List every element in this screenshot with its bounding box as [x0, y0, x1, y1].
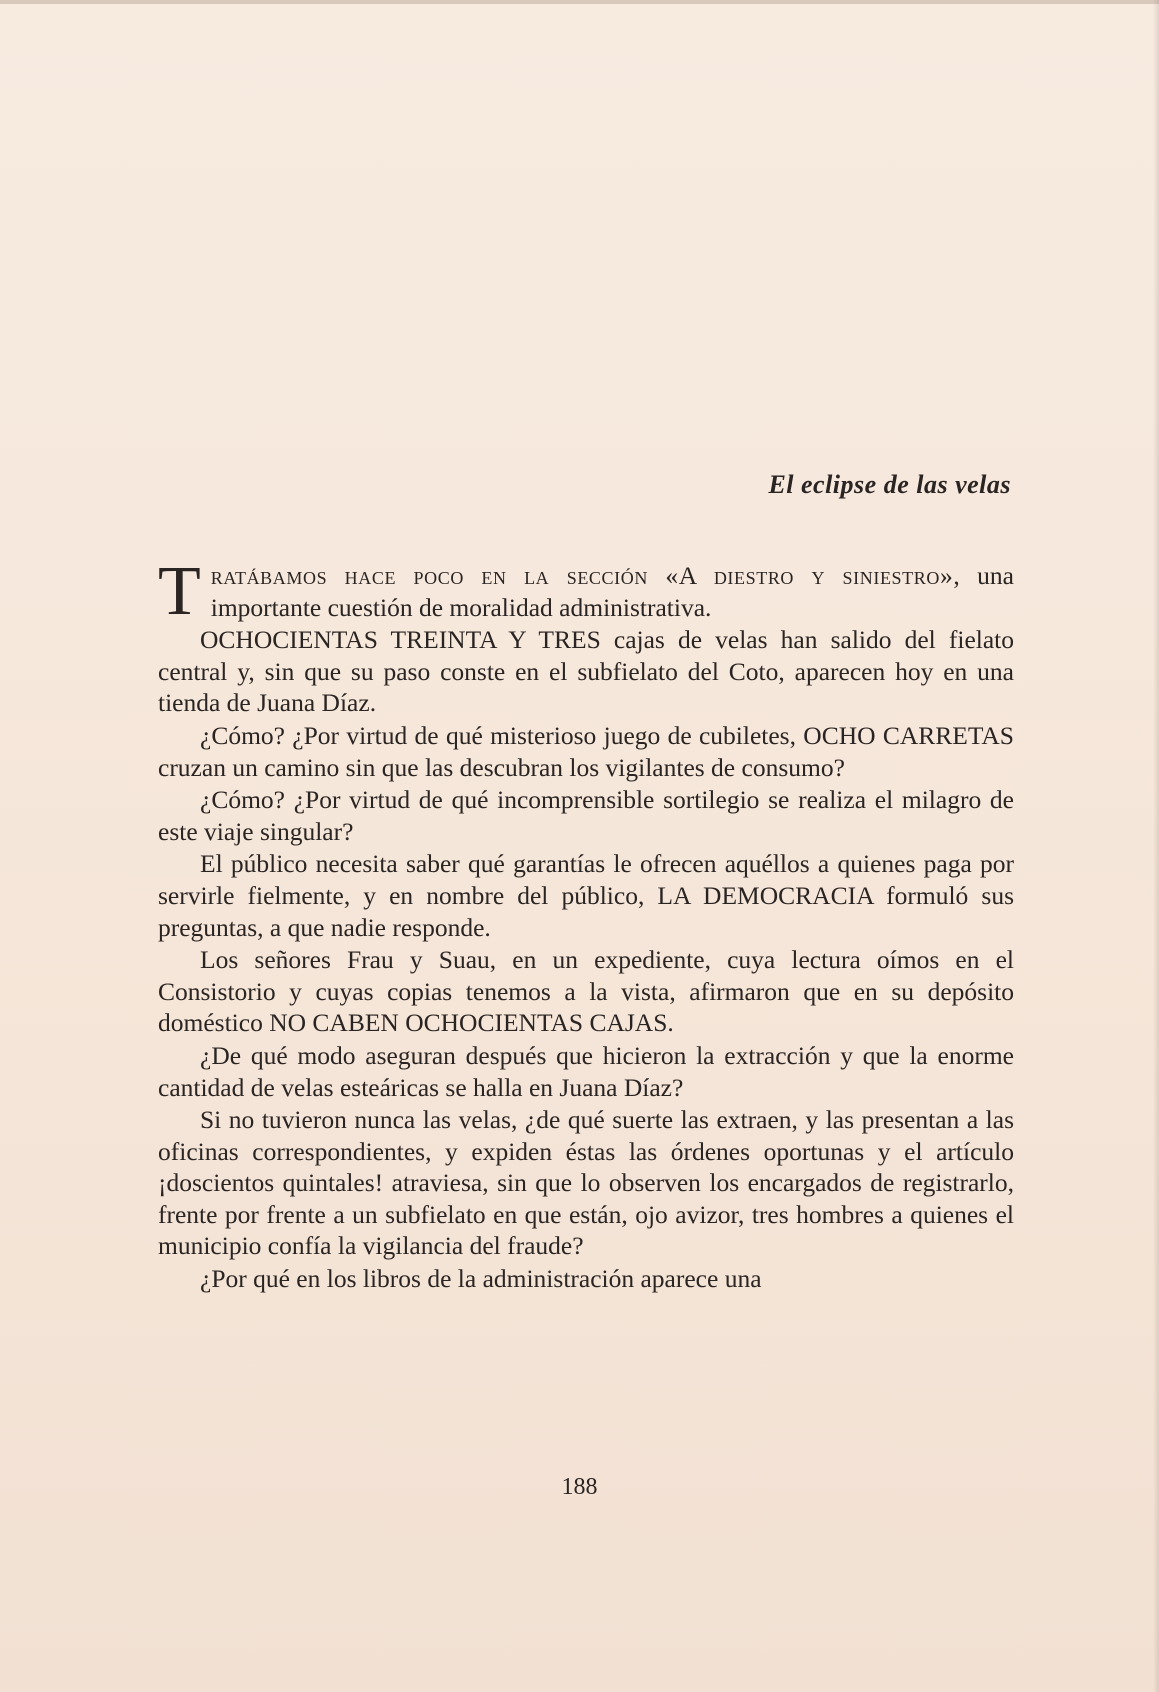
paragraph-5: Los señores Frau y Suau, en un expediente, cuya lectura oímos en el Consistorio y cuyas copias tenemos a la vista, afirmaron que en su depósito doméstico NO CABEN OCHOCIENTAS CAJAS. — [158, 945, 1014, 1038]
paragraph-4: El público necesita saber qué garantías le ofrecen aquéllos a quienes paga por servirle fielmente, y en nombre del público, LA DEMOCRACIA formuló sus preguntas, a que nadie responde. — [158, 849, 1014, 942]
top-edge-rule — [0, 0, 1159, 4]
page-edge-shadow — [1153, 0, 1159, 1692]
opening-lead-smallcaps: ratábamos hace poco en la sección «A diestro y siniestro», — [210, 561, 961, 590]
paragraph-6: ¿De qué modo aseguran después que hicieron la extracción y que la enorme cantidad de velas esteáricas se halla en Juana Díaz? — [158, 1040, 1014, 1102]
paragraph-1: OCHOCIENTAS TREINTA Y TRES cajas de velas han salido del fielato central y, sin que su paso conste en el subfielato del Coto, aparecen hoy en una tienda de Juana Díaz. — [158, 625, 1014, 718]
body-text — [158, 553, 1014, 1295]
paragraph-3: ¿Cómo? ¿Por virtud de qué incomprensible sortilegio se realiza el milagro de este viaje singular? — [158, 785, 1014, 846]
opening-rest: una importante cuestión de moralidad administrativa. — [210, 561, 1014, 622]
paragraph-7: Si no tuvieron nunca las velas, ¿de qué suerte las extraen, y las presentan a las oficinas correspondientes, y expiden éstas las órdenes oportunas y el artículo ¡doscientos quintales! atraviesa, sin que lo observen los encargados de registrarlo, frente por frente a un subfielato en que están, ojo avizor, tres hombres a quienes el municipio confía la vigilancia del fraude? — [158, 1105, 1014, 1261]
page-number: 188 — [561, 1474, 598, 1500]
paragraph-8: ¿Por qué en los libros de la administración aparece una — [200, 1264, 762, 1294]
chapter-title: El eclipse de las velas — [768, 470, 1011, 499]
drop-cap-letter: T — [158, 553, 201, 630]
opening-paragraph — [158, 553, 1014, 630]
paragraph-2: ¿Cómo? ¿Por virtud de qué misterioso juego de cubiletes, OCHO CARRETAS cruzan un camino sin que las descubran los vigilantes de consumo? — [158, 720, 1014, 782]
